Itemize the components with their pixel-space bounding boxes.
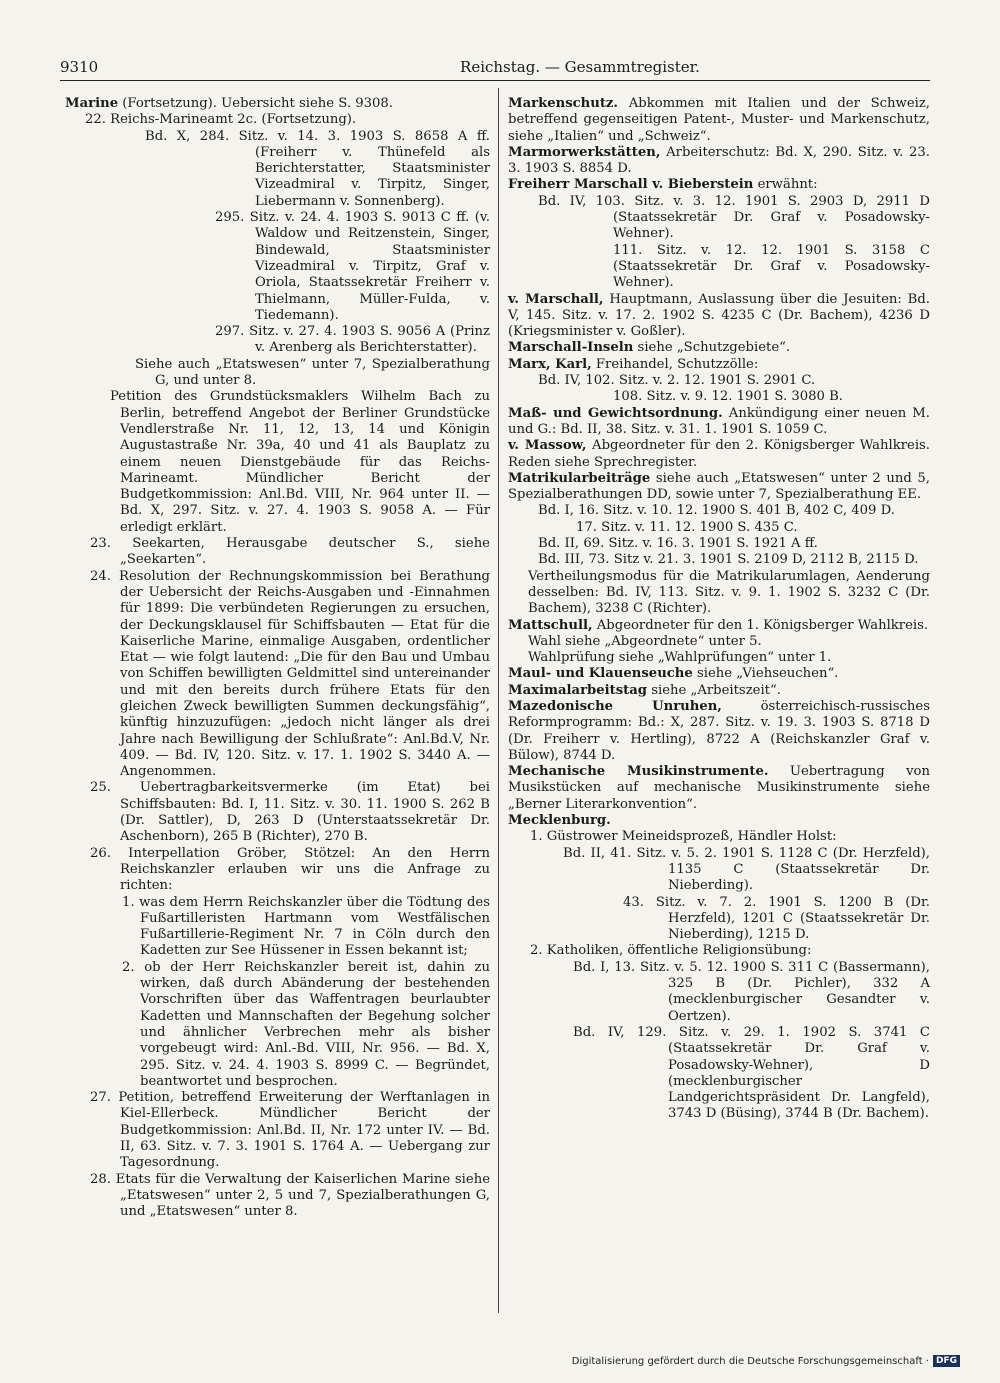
right-column <box>508 96 930 1123</box>
entry-text: Freihandel, Schutzzölle: <box>595 356 759 372</box>
entry-marx <box>508 357 930 373</box>
entry-27: 27. Petition, betreffend Erweiterung der Werftanlagen in Kiel-Ellerbeck. Mündlicher Bericht der Budgetkommission: Anl.Bd. II, Nr. 172 unter IV. — Bd. II, 63. Sitz. v. 7. 3. 1901 S. 1764 A. — Uebergang zur Tagesordnung. <box>90 1090 490 1171</box>
entry-22-bd-x-284: Bd. X, 284. Sitz. v. 14. 3. 1903 S. 8658 A ff. (Freiherr v. Thünefeld als Berichterstatter, Staatsminister Vizeadmiral v. Tirpitz, Singer, Liebermann v. Sonnenberg). <box>145 128 490 209</box>
running-title: Reichstag. — Gesammtregister. <box>460 58 700 76</box>
entry-marschall-inseln <box>508 340 930 356</box>
entry-mecklenburg <box>508 813 930 829</box>
lemma: Freiherr Marschall v. Bieberstein <box>508 177 754 193</box>
dfg-logo: DFG <box>933 1355 960 1367</box>
entry-text: Abgeordneter für den 2. Königsberger Wahlkreis. Reden siehe Sprechregister. <box>508 438 930 470</box>
entry-marschall-bd-iv-103: Bd. IV, 103. Sitz. v. 3. 12. 1901 S. 2903 D, 2911 D (Staatssekretär Dr. Graf v. Posadowsky-Wehner). <box>538 193 930 242</box>
page-header <box>0 58 1000 82</box>
entry-26-1: 1. was dem Herrn Reichskanzler über die Tödtung des Fußartilleristen Hartmann vom Westfälischen Fußartillerie-Regiment Nr. 7 in Cöln durch den Kadetten zur See Hüssener in Essen bekannt ist; <box>122 894 490 959</box>
entry-mechanische-musikinstrumente <box>508 764 930 813</box>
entry-mattschull-wahl: Wahl siehe „Abgeordnete“ unter 5. <box>528 633 762 649</box>
entry-25: 25. Uebertragbarkeitsvermerke (im Etat) bei Schiffsbauten: Bd. I, 11. Sitz. v. 30. 11. 1900 S. 262 B (Dr. Sattler), D, 263 D (Unterstaatssekretär Dr. Aschenborn), 265 B (Richter), 270 B. <box>90 780 490 845</box>
entry-maul-klauenseuche <box>508 666 930 682</box>
lemma: Matrikularbeiträge <box>508 470 651 486</box>
entry-mattschull <box>508 618 930 634</box>
entry-markenschutz <box>508 96 930 145</box>
entry-28: 28. Etats für die Verwaltung der Kaiserlichen Marine siehe „Etatswesen“ unter 2, 5 und 7, Spezialberathungen G, und „Etatswesen“ unter 8. <box>90 1171 490 1220</box>
entry-24: 24. Resolution der Rechnungskommission bei Berathung der Uebersicht der Reichs-Ausgaben und -Einnahmen für 1899: Die verbündeten Regierungen zu ersuchen, der Deckungsklausel für Schiffsbauten — Etat für die Kaiserliche Marine, einmalige Ausgaben, ordentlicher Etat — wie folgt lautend: „Die für den Bau und Umbau von Schiffen bewilligten Geldmittel sind untereinander und mit den bereits durch frühere Etats für den gleichen Zweck bewilligten Summen deckungsfähig“, künftig hinzuzufügen: „jedoch nicht länger als drei Jahre nach Bewilligung der Schlußrate“: Anl.Bd.V, Nr. 409. — Bd. IV, 120. Sitz. v. 17. 1. 1902 S. 3440 A. — Angenommen. <box>90 568 490 780</box>
entry-marx-bd-iv-102: Bd. IV, 102. Sitz. v. 2. 12. 1901 S. 2901 C. <box>538 373 816 389</box>
entry-maximalarbeitstag <box>508 683 930 699</box>
entry-marschall-bieberstein <box>508 177 930 193</box>
entry-text: Uebertragung von Musikstücken auf mechanische Musikinstrumente siehe „Berner Literarkonvention“. <box>508 764 930 812</box>
lemma: Marx, Karl, <box>508 356 592 372</box>
lemma: Maximalarbeitstag <box>508 682 648 698</box>
entry-matrik-bd-i-16: Bd. I, 16. Sitz. v. 10. 12. 1900 S. 401 B, 402 C, 409 D. <box>538 503 895 519</box>
entry-text: Ankündigung einer neuen M. und G.: Bd. II, 38. Sitz. v. 31. 1. 1901 S. 1059 C. <box>508 405 930 437</box>
entry-mecklenburg-1-bd-ii-41: Bd. II, 41. Sitz. v. 5. 2. 1901 S. 1128 C (Dr. Herzfeld), 1135 C (Staatssekretär Dr. Nieberding). <box>563 845 930 894</box>
lemma: Mazedonische Unruhen, <box>508 698 722 714</box>
entry-matrikularbeitraege <box>508 471 930 504</box>
left-column <box>65 96 490 1220</box>
header-rule <box>60 80 930 81</box>
entry-mecklenburg-1: 1. Güstrower Meineidsprozeß, Händler Holst: <box>530 829 837 845</box>
entry-text: siehe auch „Etatswesen“ unter 2 und 5, Spezialberathungen DD, sowie unter 7, Spezialberathung EE. <box>508 470 930 503</box>
entry-v-massow <box>508 438 930 471</box>
entry-marx-108: 108. Sitz. v. 9. 12. 1901 S. 3080 B. <box>613 389 843 405</box>
entry-matrik-vertheilung: Vertheilungsmodus für die Matrikularumlagen, Aenderung desselben: Bd. IV, 113. Sitz. v. 9. 1. 1902 S. 3232 C (Dr. Bachem), 3238 C (Richter). <box>528 568 930 617</box>
entry-text: Hauptmann, Auslassung über die Jesuiten: Bd. V, 145. Sitz. v. 17. 2. 1902 S. 4235 C (Dr. Bachem), 4236 D (Kriegsminister v. Goßler). <box>508 291 930 340</box>
lemma: Mechanische Musikinstrumente. <box>508 764 769 780</box>
entry-26-2: 2. ob der Herr Reichskanzler bereit ist, dahin zu wirken, daß durch Abänderung der bestehenden Vorschriften über das Waffentragen beurlaubter Kadetten und Mannschaften der Begehung solcher und ähnlicher Verbrechen mehr als bisher vorgebeugt wird: Anl.-Bd. VIII, Nr. 956. — Bd. X, 295. Sitz. v. 24. 4. 1903 S. 8999 C. — Begründet, beantwortet und besprochen. <box>122 959 490 1089</box>
entry-22-297: 297. Sitz. v. 27. 4. 1903 S. 9056 A (Prinz v. Arenberg als Berichterstatter). <box>215 324 490 356</box>
entry-text: Arbeiterschutz: Bd. X, 290. Sitz. v. 23. 3. 1903 S. 8854 D. <box>508 144 930 177</box>
entry-matrik-bd-ii-69: Bd. II, 69. Sitz. v. 16. 3. 1901 S. 1921 A ff. <box>538 536 818 552</box>
lemma: Markenschutz. <box>508 96 619 111</box>
page-number: 9310 <box>60 58 99 76</box>
entry-text: österreichisch-russisches Reformprogramm: Bd.: X, 287. Sitz. v. 19. 3. 1903 S. 8718 D (Dr. Freiherr v. Hertling), 8722 A (Reichskanzler Graf v. Bülow), 8744 D. <box>508 698 930 763</box>
column-divider <box>498 88 499 1313</box>
entry-matrik-bd-iii-73: Bd. III, 73. Sitz v. 21. 3. 1901 S. 2109 D, 2112 B, 2115 D. <box>538 552 919 568</box>
entry-text: siehe „Viehseuchen“. <box>697 666 839 682</box>
entry-text: erwähnt: <box>757 177 818 193</box>
entry-marmorwerkstaetten <box>508 145 930 178</box>
entry-26: 26. Interpellation Gröber, Stötzel: An den Herrn Reichskanzler erlauben wir uns die Anfrage zu richten: <box>90 845 490 894</box>
entry-mecklenburg-2-bd-iv-129: Bd. IV, 129. Sitz. v. 29. 1. 1902 S. 3741 C (Staatssekretär Dr. Graf v. Posadowsky-Wehner), D (mecklenburgischer Landgerichtspräsident Dr. Langfeld), 3743 D (Büsing), 3744 B (Dr. Bachem). <box>573 1024 930 1122</box>
entry-23: 23. Seekarten, Herausgabe deutscher S., siehe „Seekarten“. <box>90 536 490 568</box>
digitization-footer <box>560 1355 960 1367</box>
entry-mattschull-wahlpruefung: Wahlprüfung siehe „Wahlprüfungen“ unter 1. <box>528 650 832 666</box>
entry-text: siehe „Schutzgebiete“. <box>637 340 791 356</box>
entry-mecklenburg-2-bd-i-13: Bd. I, 13. Sitz. v. 5. 12. 1900 S. 311 C (Bassermann), 325 B (Dr. Pichler), 332 A (mecklenburgischer Gesandter v. Oertzen). <box>573 959 930 1024</box>
entry-mecklenburg-2: 2. Katholiken, öffentliche Religionsübung: <box>530 943 812 959</box>
entry-v-marschall <box>508 292 930 341</box>
lemma: Maul- und Klauenseuche <box>508 666 693 682</box>
lemma: Marmorwerkstätten, <box>508 144 661 160</box>
lemma: Mecklenburg. <box>508 813 611 829</box>
lemma: Marschall-Inseln <box>508 340 634 356</box>
entry-22-295: 295. Sitz. v. 24. 4. 1903 S. 9013 C ff. (v. Waldow und Reitzenstein, Singer, Bindewald, Staatsminister Vizeadmiral v. Tirpitz, Graf v. Oriola, Staatssekretär Freiherr v. Thielmann, Müller-Fulda, v. Tiedemann). <box>215 210 490 323</box>
entry-text: Abkommen mit Italien und der Schweiz, betreffend gegenseitigen Patent-, Muster- und Markenschutz, siehe „Italien“ und „Schweiz“. <box>508 96 930 144</box>
entry-text: siehe „Arbeitszeit“. <box>651 682 781 698</box>
entry-22-siehe-auch: Siehe auch „Etatswesen“ unter 7, Spezialberathung G, und unter 8. <box>135 356 490 389</box>
entry-22-petition: Petition des Grundstücksmaklers Wilhelm Bach zu Berlin, betreffend Angebot der Berliner Grundstücke Vendlerstraße Nr. 11, 12, 13, 14 und Königin Augustastraße Nr. 39a, 40 und 41 als Bauplatz zu einem neuen Dienstgebäude für das Reichs-Marineamt. Mündlicher Bericht der Budgetkommission: Anl.Bd. VIII, Nr. 964 unter II. — Bd. X, 297. Sitz. v. 27. 4. 1903 S. 9058 A. — Für erledigt erklärt. <box>110 389 490 535</box>
entry-mazedonische-unruhen <box>508 699 930 764</box>
lemma: Marine <box>65 96 119 111</box>
entry-matrik-17: 17. Sitz. v. 11. 12. 1900 S. 435 C. <box>576 519 798 535</box>
footer-text: Digitalisierung gefördert durch die Deutsche Forschungsgemeinschaft · <box>571 1356 929 1367</box>
entry-mecklenburg-1-43: 43. Sitz. v. 7. 2. 1901 S. 1200 B (Dr. Herzfeld), 1201 C (Staatssekretär Dr. Nieberding), 1215 D. <box>623 894 930 943</box>
lemma: Maß- und Gewichtsordnung. <box>508 405 723 421</box>
lemma: Mattschull, <box>508 617 593 633</box>
entry-text: Abgeordneter für den 1. Königsberger Wahlkreis. <box>596 617 929 633</box>
lemma: v. Massow, <box>508 438 587 454</box>
entry-mass-gewicht <box>508 406 930 439</box>
entry-marschall-111: 111. Sitz. v. 12. 12. 1901 S. 3158 C (Staatssekretär Dr. Graf v. Posadowsky-Wehner). <box>613 242 930 291</box>
lemma: v. Marschall, <box>508 291 604 307</box>
entry-22: 22. Reichs-Marineamt 2c. (Fortsetzung). <box>85 112 357 128</box>
entry-marine: Marine (Fortsetzung). Uebersicht siehe S. 9308. <box>65 96 393 111</box>
